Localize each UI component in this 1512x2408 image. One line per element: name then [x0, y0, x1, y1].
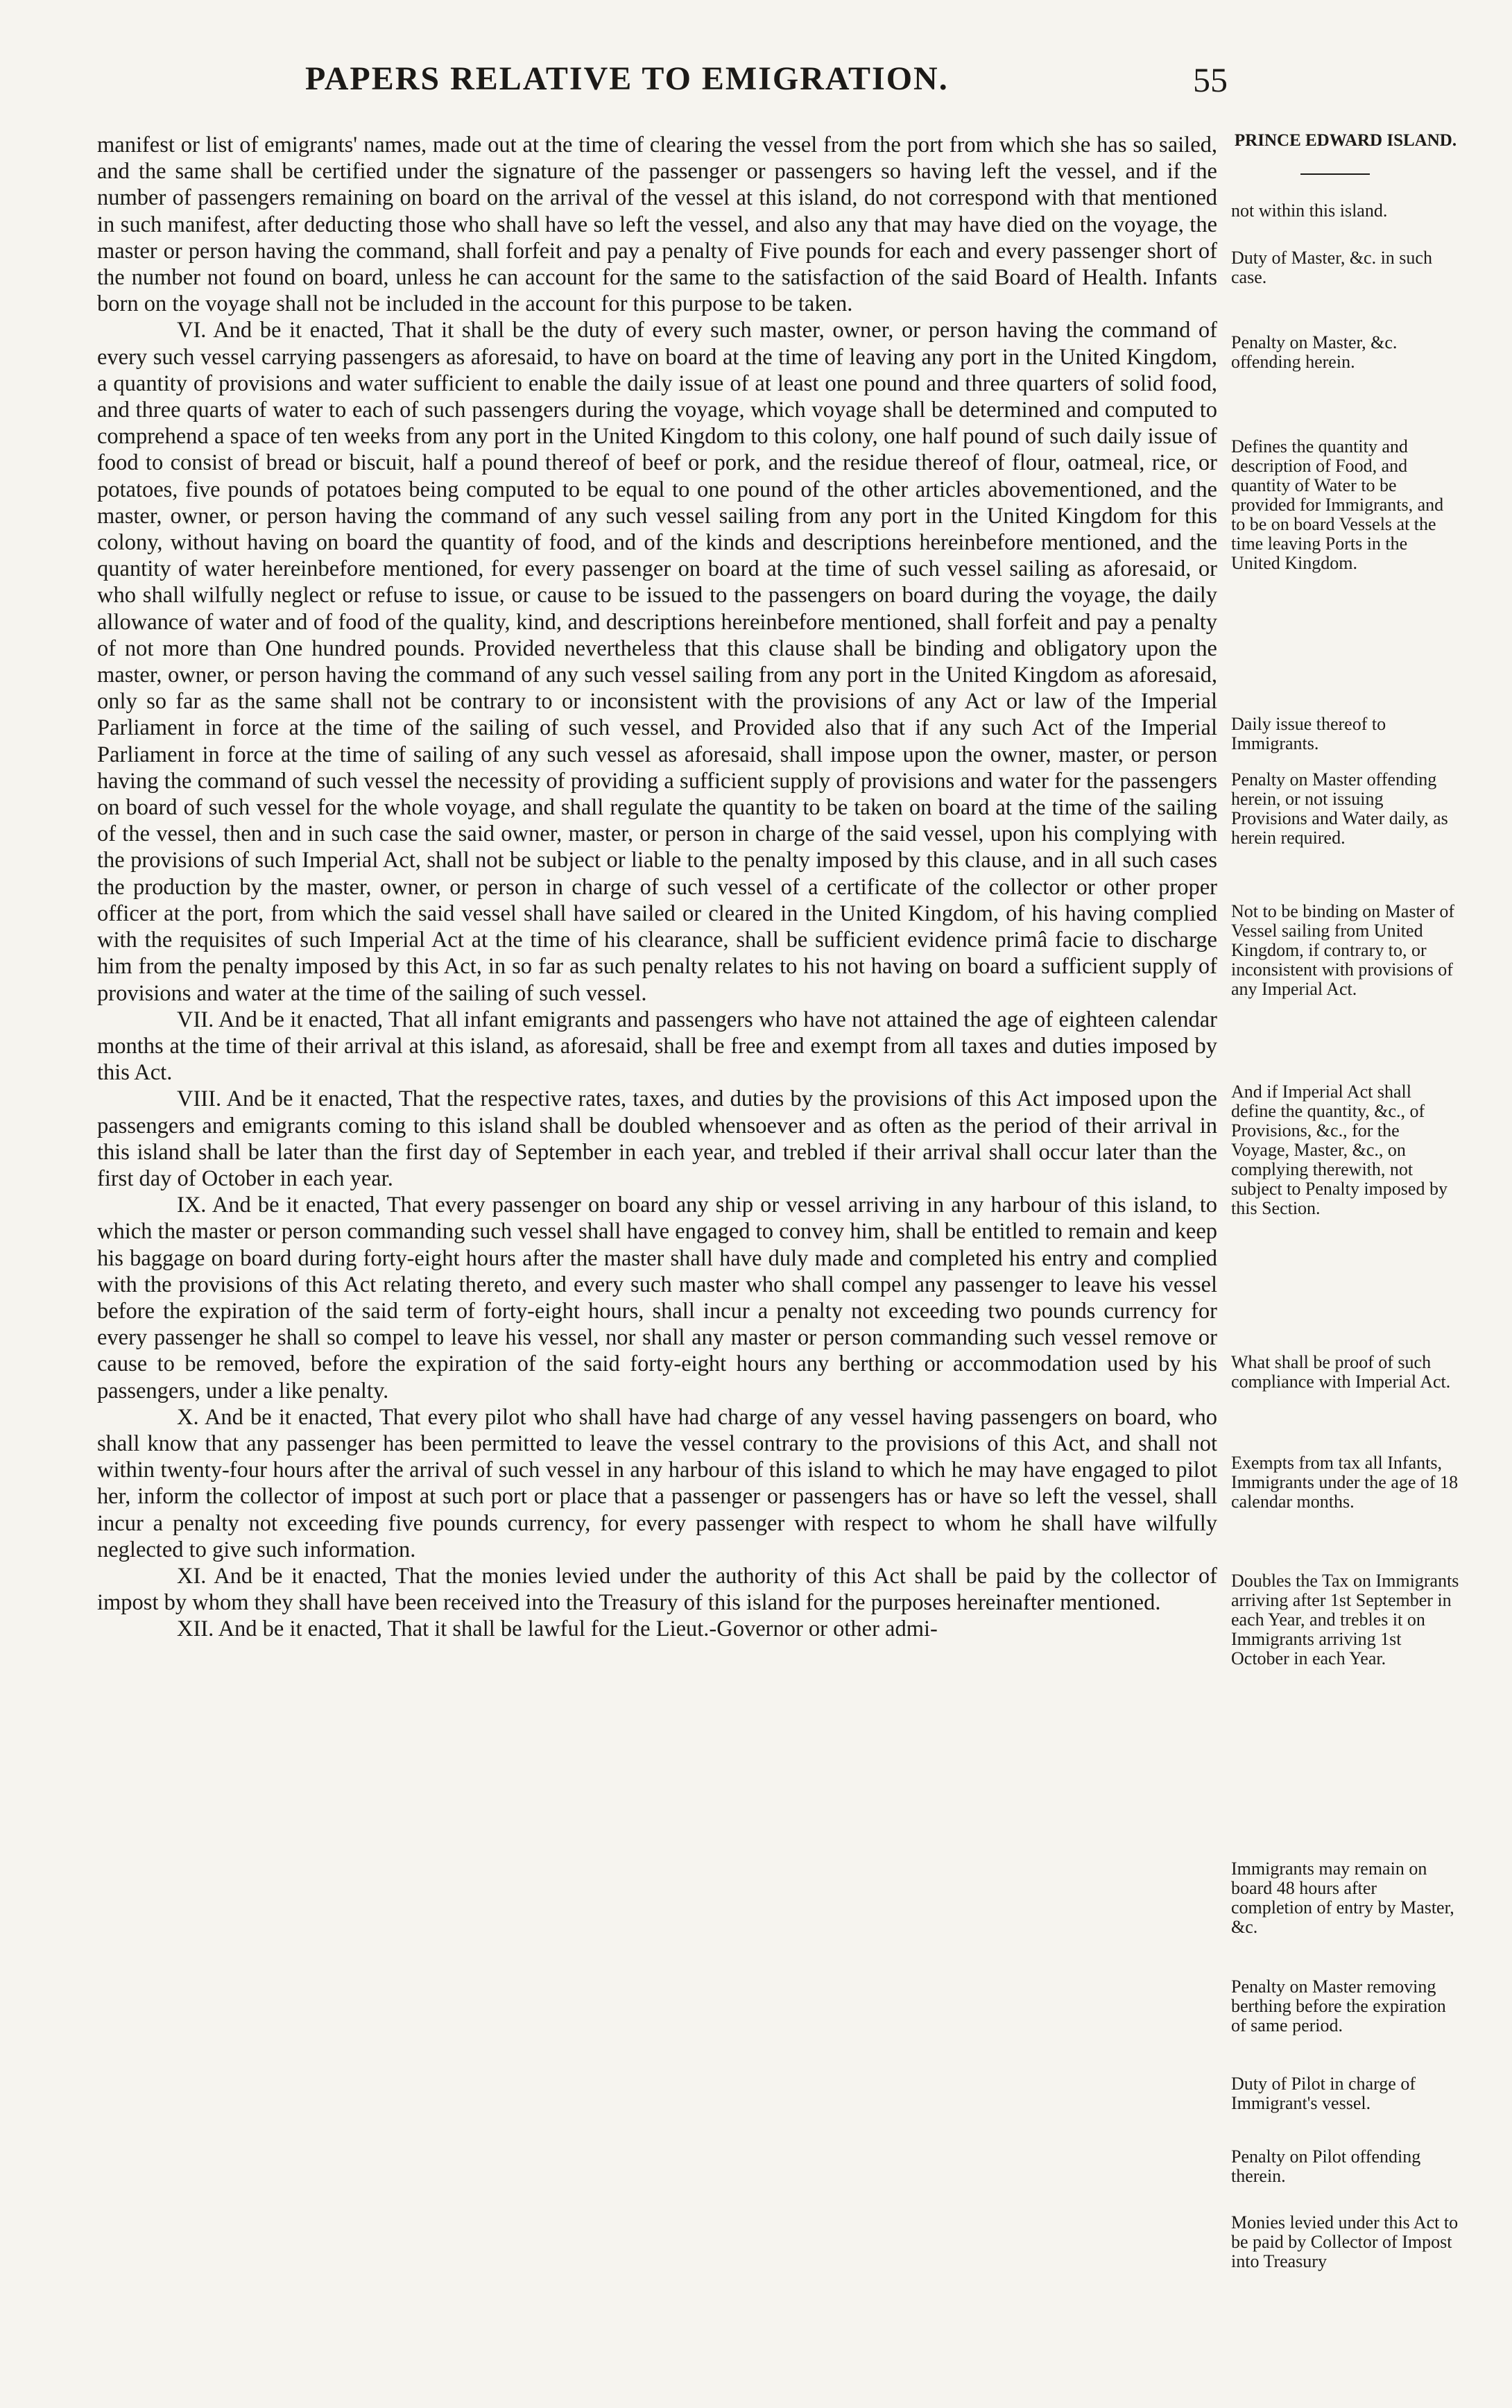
margin-note: Exempts from tax all Infants, Immigrants under the age of 18 calendar months. [1231, 1453, 1459, 1512]
section-xii: XII. And be it enacted, That it shall be lawful for the Lieut.-Governor or other admi- [177, 1616, 938, 1642]
margin-note: not within this island. [1231, 200, 1388, 221]
section-ix: IX. And be it enacted, That every passenger on board any ship or vessel arriving in any harbour of this island, to which the master or person commanding such vessel shall have engaged to convey him, shall be entitled to remain and keep his baggage on board during forty-eight hours after the master shall have duly made and completed his entry and complied with the provisions of this Act relating thereto, and every such master who shall compel any passenger to leave his vessel before the expiration of the said term of forty-eight hours, shall incur a penalty not exceeding two pounds currency for every passenger he shall so compel to leave his vessel, nor shall any master or person commanding such vessel remove or cause to be removed, before the expiration of the said forty-eight hours any berthing or accommodation used by his passengers, under a like penalty. [97, 1193, 1217, 1403]
margin-note: Doubles the Tax on Immigrants arriving after 1st September in each Year, and trebles it on Immigrants arriving 1st October in each Year. [1231, 1571, 1459, 1668]
section-viii: VIII. And be it enacted, That the respective rates, taxes, and duties by the provisions of this Act imposed upon the passengers and emigrants coming to this island shall be doubled whensoever and as often as the period of their arrival in this island shall be later than the first day of September in each year, and trebled if their arrival shall occur later than the first day of October in each year. [97, 1086, 1217, 1191]
margin-note: And if Imperial Act shall define the quantity, &c., of Provisions, &c., for the Voyage, Master, &c., on complying therewith, not subject to Penalty imposed by this Section. [1231, 1082, 1447, 1218]
margin-note: Immigrants may remain on board 48 hours after completion of entry by Master, &c. [1231, 1859, 1454, 1937]
page-number: 55 [1193, 60, 1228, 99]
margin-note: Penalty on Master removing berthing before the expiration of same period. [1231, 1976, 1446, 2035]
margin-note: Penalty on Master, &c. offending herein. [1231, 332, 1398, 372]
section-x: X. And be it enacted, That every pilot who shall have had charge of any vessel having passengers on board, who shall know that any passenger has been permitted to leave the vessel contrary to the provisions of this Act, and shall not within twenty-four hours after the arrival of such vessel in any harbour of this island to which he may have engaged to pilot her, inform the collector of impost at such port or place that a passenger or passengers has or have so left the vessel, shall incur a penalty not exceeding five pounds currency, for every passenger with respect to whom he shall have wilfully neglected to give such information. [97, 1404, 1217, 1562]
section-xi: XI. And be it enacted, That the monies levied under the authority of this Act shall be paid by the collector of impost by whom they shall have been received into the Treasury of this island for the purposes hereinafter mentioned. [97, 1563, 1217, 1616]
running-head [97, 60, 1457, 108]
margin-note: Not to be binding on Master of Vessel sailing from United Kingdom, if contrary to, or inconsistent with provisions of any Imperial Act. [1231, 901, 1455, 999]
main-text-column [97, 132, 1217, 1643]
margin-heading-rule [1300, 173, 1370, 175]
running-title: PAPERS RELATIVE TO EMIGRATION. [305, 60, 949, 97]
paragraph-continuation: manifest or list of emigrants' names, made out at the time of clearing the vessel from the port from which she has so sailed, and the same shall be certified under the signature of the passenger or passengers so having left the vessel, and if the number of passengers remaining on board on the arrival of the vessel at this island, do not correspond with that mentioned in such manifest, after deducting those who shall have so left the vessel, and also any that may have died on the voyage, the master or person having the command, shall forfeit and pay a penalty of Five pounds for each and every passenger short of the number not found on board, unless he can account for the same to the satisfaction of the said Board of Health. Infants born on the voyage shall not be included in the account for this purpose to be taken. [97, 133, 1217, 317]
margin-note: Daily issue thereof to Immigrants. [1231, 714, 1386, 753]
margin-note: What shall be proof of such compliance with Imperial Act. [1231, 1352, 1451, 1392]
margin-note: Duty of Master, &c. in such case. [1231, 248, 1432, 287]
section-vi: VI. And be it enacted, That it shall be the duty of every such master, owner, or person having the command of every such vessel carrying passengers as aforesaid, to have on board at the time of leaving any port in the United Kingdom, a quantity of provisions and water sufficient to enable the daily issue of at least one pound and three quarters of solid food, and three quarts of water to each of such passengers during the voyage, which voyage shall be determined and computed to comprehend a space of ten weeks from any port in the United Kingdom to this colony, one half pound of such daily issue of food to consist of bread or biscuit, half a pound thereof of beef or pork, and the residue thereof of flour, oatmeal, rice, or potatoes, five pounds of potatoes being computed to be equal to one pound of the other articles abovementioned, and the master, owner, or person having the command of any such vessel sailing from any port in the United Kingdom for this colony, without having on board the quantity of food, and of the kinds and descriptions hereinbefore mentioned, and the quantity of water hereinbefore mentioned, for every passenger on board at the time of such vessel sailing as aforesaid, or who shall wilfully neglect or refuse to issue, or cause to be issued to the passengers on board during the voyage, the daily allowance of water and of food of the quality, kind, and descriptions hereinbefore mentioned, shall forfeit and pay a penalty of not more than One hundred pounds. Provided nevertheless that this clause shall be binding and obligatory upon the master, owner, or person having the command of any such vessel sailing from any port in the United Kingdom as aforesaid, only so far as the same shall not be contrary to or inconsistent with the provisions of any Act or law of the Imperial Parliament in force at the time of the sailing of such vessel, and Provided also that if any such Act of the Imperial Parliament in force at the time of sailing of any such vessel as aforesaid, shall impose upon the owner, master, or person having the command of such vessel the necessity of providing a sufficient supply of provisions and water for the passengers on board of such vessel for the whole voyage, and shall regulate the quantity to be taken on board at the time of the sailing of the vessel, then and in such case the said owner, master, or person in charge of the said vessel, upon his complying with the provisions of such Imperial Act, shall not be subject or liable to the penalty imposed by this clause, and in all such cases the production by the master, owner, or person in charge of such vessel of a certificate of the collector or other proper officer at the port, from which the said vessel shall have sailed or cleared in the United Kingdom, of his having complied with the requisites of such Imperial Act at the time of his clearance, shall be sufficient evidence primâ facie to discharge him from the penalty imposed by this Act, in so far as such penalty relates to his not having on board a sufficient supply of provisions and water at the time of the sailing of such vessel. [97, 318, 1217, 1006]
margin-note: Duty of Pilot in charge of Immigrant's vessel. [1231, 2074, 1416, 2113]
section-vii: VII. And be it enacted, That all infant emigrants and passengers who have not attained the age of eighteen calendar months at the time of their arrival at this island, as aforesaid, shall be free and exempt from all taxes and duties imposed by this Act. [97, 1007, 1217, 1086]
margin-note: Penalty on Pilot offending therein. [1231, 2146, 1421, 2186]
margin-note: Penalty on Master offending herein, or not issuing Provisions and Water daily, as herein required. [1231, 769, 1448, 848]
margin-note: Monies levied under this Act to be paid by Collector of Impost into Treasury [1231, 2212, 1459, 2271]
margin-note: Defines the quantity and description of Food, and quantity of Water to be provided for Immigrants, and to be on board Vessels at the time leaving Ports in the United Kingdom. [1231, 436, 1444, 573]
margin-heading-province: PRINCE EDWARD ISLAND. [1234, 131, 1457, 150]
